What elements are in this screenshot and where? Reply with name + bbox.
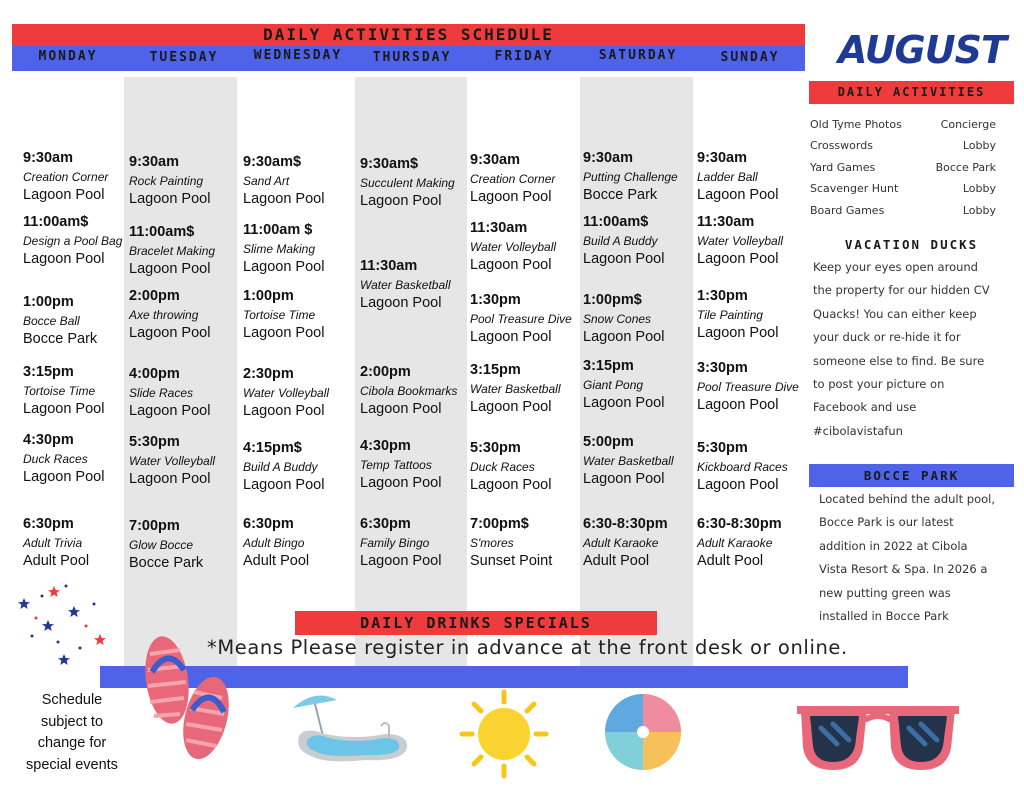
schedule-note bbox=[18, 690, 126, 776]
activity-entry bbox=[129, 224, 247, 278]
activity-entry bbox=[470, 362, 588, 416]
activity-location: Lagoon Pool bbox=[360, 475, 442, 491]
activity-time: 9:30am bbox=[23, 150, 73, 166]
side-activity-name: Yard Games bbox=[810, 161, 876, 174]
sunglasses-icon bbox=[793, 698, 963, 778]
activity-entry bbox=[23, 432, 141, 486]
sun-icon bbox=[458, 688, 550, 780]
activity-name: Cibola Bookmarks bbox=[360, 384, 458, 398]
beach-ball-icon bbox=[603, 692, 683, 772]
activity-name: Water Basketball bbox=[583, 454, 674, 468]
flip-flops-icon bbox=[140, 632, 235, 764]
activity-entry bbox=[129, 154, 247, 208]
activity-name: Design a Pool Bag bbox=[23, 234, 123, 248]
drinks-heading: DAILY DRINKS SPECIALS bbox=[360, 614, 592, 632]
activity-name: Pool Treasure Dive bbox=[697, 380, 799, 394]
activity-entry bbox=[243, 516, 361, 570]
activity-entry bbox=[583, 516, 701, 570]
activity-name: Water Basketball bbox=[470, 382, 561, 396]
activity-entry bbox=[129, 518, 247, 572]
schedule-title: DAILY ACTIVITIES SCHEDULE bbox=[263, 25, 554, 44]
day-header-saturday: SATURDAY bbox=[598, 48, 678, 63]
activity-time: 11:00am$ bbox=[23, 214, 89, 230]
activity-name: Duck Races bbox=[470, 460, 535, 474]
side-activity-row bbox=[810, 182, 996, 195]
side-activity-name: Crosswords bbox=[810, 139, 873, 152]
activity-time: 5:30pm bbox=[470, 440, 521, 456]
activity-location: Lagoon Pool bbox=[470, 329, 552, 345]
activity-location: Lagoon Pool bbox=[243, 403, 325, 419]
activity-entry bbox=[243, 154, 361, 208]
activity-name: Adult Karaoke bbox=[697, 536, 773, 550]
activity-name: Bracelet Making bbox=[129, 244, 216, 258]
activity-entry bbox=[243, 222, 361, 276]
activity-entry bbox=[697, 150, 815, 204]
activity-location: Lagoon Pool bbox=[243, 259, 325, 275]
activity-location: Lagoon Pool bbox=[23, 187, 105, 203]
activity-time: 6:30pm bbox=[23, 516, 74, 532]
activity-name: Sand Art bbox=[243, 174, 290, 188]
activity-location: Lagoon Pool bbox=[129, 261, 211, 277]
activity-name: Putting Challenge bbox=[583, 170, 678, 184]
activity-name: Adult Trivia bbox=[23, 536, 83, 550]
vacation-ducks-heading: VACATION DUCKS bbox=[844, 237, 979, 252]
activity-location: Lagoon Pool bbox=[470, 399, 552, 415]
activity-entry bbox=[697, 440, 815, 494]
activity-time: 4:30pm bbox=[23, 432, 74, 448]
activity-name: Bocce Ball bbox=[23, 314, 80, 328]
activity-name: Pool Treasure Dive bbox=[470, 312, 572, 326]
activity-time: 9:30am bbox=[583, 150, 633, 166]
activity-location: Lagoon Pool bbox=[470, 477, 552, 493]
activity-location: Lagoon Pool bbox=[129, 191, 211, 207]
activity-entry bbox=[470, 152, 588, 206]
text-line: installed in Bocce Park bbox=[819, 609, 949, 624]
activity-name: Giant Pong bbox=[583, 378, 644, 392]
activity-location: Lagoon Pool bbox=[583, 251, 665, 267]
side-activity-location: Lobby bbox=[962, 139, 996, 152]
activity-entry bbox=[129, 434, 247, 488]
activity-location: Bocce Park bbox=[23, 331, 98, 347]
activity-time: 9:30am$ bbox=[360, 156, 419, 172]
activity-location: Lagoon Pool bbox=[697, 397, 779, 413]
activity-time: 2:00pm bbox=[129, 288, 180, 304]
side-activity-name: Board Games bbox=[810, 204, 885, 217]
text-line: to post your picture on bbox=[813, 377, 945, 392]
side-activity-location: Concierge bbox=[940, 118, 996, 131]
activity-entry bbox=[583, 358, 701, 412]
activity-name: Succulent Making bbox=[360, 176, 455, 190]
activity-name: Adult Bingo bbox=[243, 536, 305, 550]
text-line: the property for our hidden CV bbox=[813, 283, 990, 298]
text-line: Quacks! You can either keep bbox=[813, 306, 977, 321]
activity-location: Lagoon Pool bbox=[583, 471, 665, 487]
activity-name: Family Bingo bbox=[360, 536, 430, 550]
activity-entry bbox=[360, 258, 478, 312]
activity-entry bbox=[23, 214, 141, 268]
text-line: Keep your eyes open around bbox=[813, 260, 978, 274]
side-activity-row bbox=[810, 118, 996, 131]
activity-entry bbox=[697, 214, 815, 268]
activity-location: Lagoon Pool bbox=[23, 401, 105, 417]
activity-entry bbox=[243, 440, 361, 494]
activity-entry bbox=[697, 360, 815, 414]
vacation-ducks-text bbox=[813, 256, 1018, 443]
activity-entry bbox=[470, 440, 588, 494]
activity-time: 4:00pm bbox=[129, 366, 180, 382]
activity-time: 11:00am$ bbox=[129, 224, 195, 240]
activity-entry bbox=[243, 366, 361, 420]
side-activity-location: Lobby bbox=[962, 182, 996, 195]
day-header-thursday: THURSDAY bbox=[372, 50, 452, 65]
side-activity-name: Old Tyme Photos bbox=[810, 118, 902, 131]
day-header-friday: FRIDAY bbox=[494, 49, 554, 64]
activity-location: Lagoon Pool bbox=[697, 251, 779, 267]
activity-time: 9:30am$ bbox=[243, 154, 302, 170]
activity-location: Lagoon Pool bbox=[129, 403, 211, 419]
activity-entry bbox=[23, 364, 141, 418]
text-line: your duck or re-hide it for bbox=[813, 330, 961, 345]
activity-entry bbox=[583, 214, 701, 268]
activity-name: Slime Making bbox=[243, 242, 316, 256]
activity-name: Snow Cones bbox=[583, 312, 652, 326]
activity-entry bbox=[697, 288, 815, 342]
day-header-tuesday: TUESDAY bbox=[149, 50, 219, 65]
activity-entry bbox=[583, 292, 701, 346]
side-activity-row bbox=[810, 204, 996, 217]
activity-entry bbox=[360, 438, 478, 492]
activity-time: 3:15pm bbox=[583, 358, 634, 374]
activity-entry bbox=[129, 366, 247, 420]
activity-entry bbox=[129, 288, 247, 342]
activity-time: 11:00am$ bbox=[583, 214, 649, 230]
activity-name: Duck Races bbox=[23, 452, 88, 466]
activity-location: Adult Pool bbox=[697, 553, 764, 569]
activity-name: Adult Karaoke bbox=[583, 536, 659, 550]
side-activity-row bbox=[810, 161, 996, 174]
activity-time: 11:00am $ bbox=[243, 222, 313, 238]
text-line: Vista Resort & Spa. In 2026 a bbox=[819, 562, 988, 577]
activity-location: Adult Pool bbox=[243, 553, 310, 569]
stars-icon bbox=[14, 578, 118, 670]
text-line: Schedule bbox=[41, 692, 103, 708]
day-header-wednesday: WEDNESDAY bbox=[253, 48, 343, 63]
activity-location: Lagoon Pool bbox=[243, 191, 325, 207]
activity-time: 7:00pm bbox=[129, 518, 180, 534]
activity-entry bbox=[23, 150, 141, 204]
activity-time: 7:00pm$ bbox=[470, 516, 529, 532]
activity-entry bbox=[583, 434, 701, 488]
activity-entry bbox=[23, 294, 141, 348]
activity-time: 6:30pm bbox=[360, 516, 411, 532]
activity-entry bbox=[470, 292, 588, 346]
activity-name: Water Volleyball bbox=[243, 386, 330, 400]
text-line: someone else to find. Be sure bbox=[813, 353, 985, 368]
activity-location: Lagoon Pool bbox=[243, 325, 325, 341]
activity-name: Build A Buddy bbox=[583, 234, 658, 248]
activity-time: 9:30am bbox=[470, 152, 520, 168]
activity-time: 11:30am bbox=[360, 258, 418, 274]
activity-location: Adult Pool bbox=[23, 553, 90, 569]
activity-time: 11:30am bbox=[697, 214, 755, 230]
activity-name: Glow Bocce bbox=[129, 538, 194, 552]
day-header-monday: MONDAY bbox=[38, 49, 98, 64]
activity-time: 1:00pm bbox=[243, 288, 294, 304]
activity-entry bbox=[470, 516, 588, 570]
activity-time: 3:15pm bbox=[23, 364, 74, 380]
text-line: subject to bbox=[40, 713, 104, 730]
activity-entry bbox=[360, 364, 478, 418]
activity-location: Lagoon Pool bbox=[129, 325, 211, 341]
text-line: special events bbox=[26, 756, 118, 773]
activity-time: 5:30pm bbox=[697, 440, 748, 456]
activity-entry bbox=[243, 288, 361, 342]
side-activity-row bbox=[810, 139, 996, 152]
activity-location: Lagoon Pool bbox=[583, 395, 665, 411]
activity-location: Lagoon Pool bbox=[129, 471, 211, 487]
activity-name: Temp Tattoos bbox=[360, 458, 432, 472]
text-line: addition in 2022 at Cibola bbox=[819, 538, 968, 553]
activity-time: 11:30am bbox=[470, 220, 528, 236]
activity-time: 2:00pm bbox=[360, 364, 411, 380]
activity-name: Axe throwing bbox=[129, 308, 199, 322]
activity-entry bbox=[470, 220, 588, 274]
activity-location: Bocce Park bbox=[583, 187, 658, 203]
activity-location: Lagoon Pool bbox=[697, 325, 779, 341]
activity-time: 6:30-8:30pm bbox=[697, 516, 782, 532]
activity-time: 9:30am bbox=[129, 154, 179, 170]
pool-icon bbox=[285, 690, 415, 765]
activity-name: Rock Painting bbox=[129, 174, 204, 188]
activity-location: Lagoon Pool bbox=[243, 477, 325, 493]
activity-location: Lagoon Pool bbox=[470, 189, 552, 205]
activity-entry bbox=[697, 516, 815, 570]
activity-time: 4:15pm$ bbox=[243, 440, 302, 456]
activity-entry bbox=[583, 150, 701, 204]
activity-location: Lagoon Pool bbox=[360, 553, 442, 569]
side-activity-location: Bocce Park bbox=[935, 161, 996, 174]
activity-time: 2:30pm bbox=[243, 366, 294, 382]
activity-entry bbox=[360, 516, 478, 570]
text-line: #cibolavistafun bbox=[813, 423, 903, 438]
text-line: new putting green was bbox=[819, 585, 951, 600]
activity-location: Lagoon Pool bbox=[23, 469, 105, 485]
daily-activities-heading: DAILY ACTIVITIES bbox=[837, 85, 986, 99]
activity-time: 6:30-8:30pm bbox=[583, 516, 668, 532]
activity-name: Creation Corner bbox=[470, 172, 556, 186]
day-header-sunday: SUNDAY bbox=[720, 50, 780, 65]
activity-name: Tortoise Time bbox=[23, 384, 96, 398]
activity-location: Sunset Point bbox=[470, 553, 553, 569]
activity-location: Bocce Park bbox=[129, 555, 204, 571]
side-activity-location: Lobby bbox=[962, 204, 996, 217]
activity-location: Lagoon Pool bbox=[470, 257, 552, 273]
register-note: *Means Please register in advance at the front desk or online. bbox=[207, 636, 848, 659]
bocce-park-heading: BOCCE PARK bbox=[863, 468, 960, 483]
activity-name: Creation Corner bbox=[23, 170, 109, 184]
activity-time: 1:00pm$ bbox=[583, 292, 642, 308]
activity-entry bbox=[23, 516, 141, 570]
activity-time: 3:30pm bbox=[697, 360, 748, 376]
activity-name: Kickboard Races bbox=[697, 460, 788, 474]
activity-time: 5:30pm bbox=[129, 434, 180, 450]
activity-location: Lagoon Pool bbox=[360, 401, 442, 417]
activity-location: Lagoon Pool bbox=[583, 329, 665, 345]
activity-name: S'mores bbox=[470, 536, 514, 550]
activity-time: 1:30pm bbox=[697, 288, 748, 304]
activity-time: 6:30pm bbox=[243, 516, 294, 532]
side-activity-name: Scavenger Hunt bbox=[810, 182, 899, 195]
text-line: Bocce Park is our latest bbox=[819, 515, 954, 530]
activity-location: Lagoon Pool bbox=[697, 477, 779, 493]
activity-name: Ladder Ball bbox=[697, 170, 758, 184]
activity-location: Lagoon Pool bbox=[360, 295, 442, 311]
text-line: change for bbox=[37, 735, 107, 751]
activity-time: 4:30pm bbox=[360, 438, 411, 454]
activity-entry bbox=[360, 156, 478, 210]
activity-time: 1:00pm bbox=[23, 294, 74, 310]
text-line: Located behind the adult pool, bbox=[819, 492, 995, 506]
bocce-park-text bbox=[819, 488, 1019, 628]
activity-time: 1:30pm bbox=[470, 292, 521, 308]
activity-name: Tortoise Time bbox=[243, 308, 316, 322]
activity-time: 5:00pm bbox=[583, 434, 634, 450]
month-title: AUGUST bbox=[838, 28, 1006, 72]
activity-name: Water Volleyball bbox=[470, 240, 557, 254]
activity-time: 9:30am bbox=[697, 150, 747, 166]
activity-name: Water Volleyball bbox=[129, 454, 216, 468]
activity-location: Adult Pool bbox=[583, 553, 650, 569]
text-line: Facebook and use bbox=[813, 400, 917, 415]
activity-name: Water Volleyball bbox=[697, 234, 784, 248]
activity-name: Tile Painting bbox=[697, 308, 763, 322]
activity-time: 3:15pm bbox=[470, 362, 521, 378]
activity-location: Lagoon Pool bbox=[23, 251, 105, 267]
activity-location: Lagoon Pool bbox=[697, 187, 779, 203]
activity-name: Water Basketball bbox=[360, 278, 451, 292]
activity-name: Slide Races bbox=[129, 386, 194, 400]
activity-name: Build A Buddy bbox=[243, 460, 318, 474]
activity-location: Lagoon Pool bbox=[360, 193, 442, 209]
